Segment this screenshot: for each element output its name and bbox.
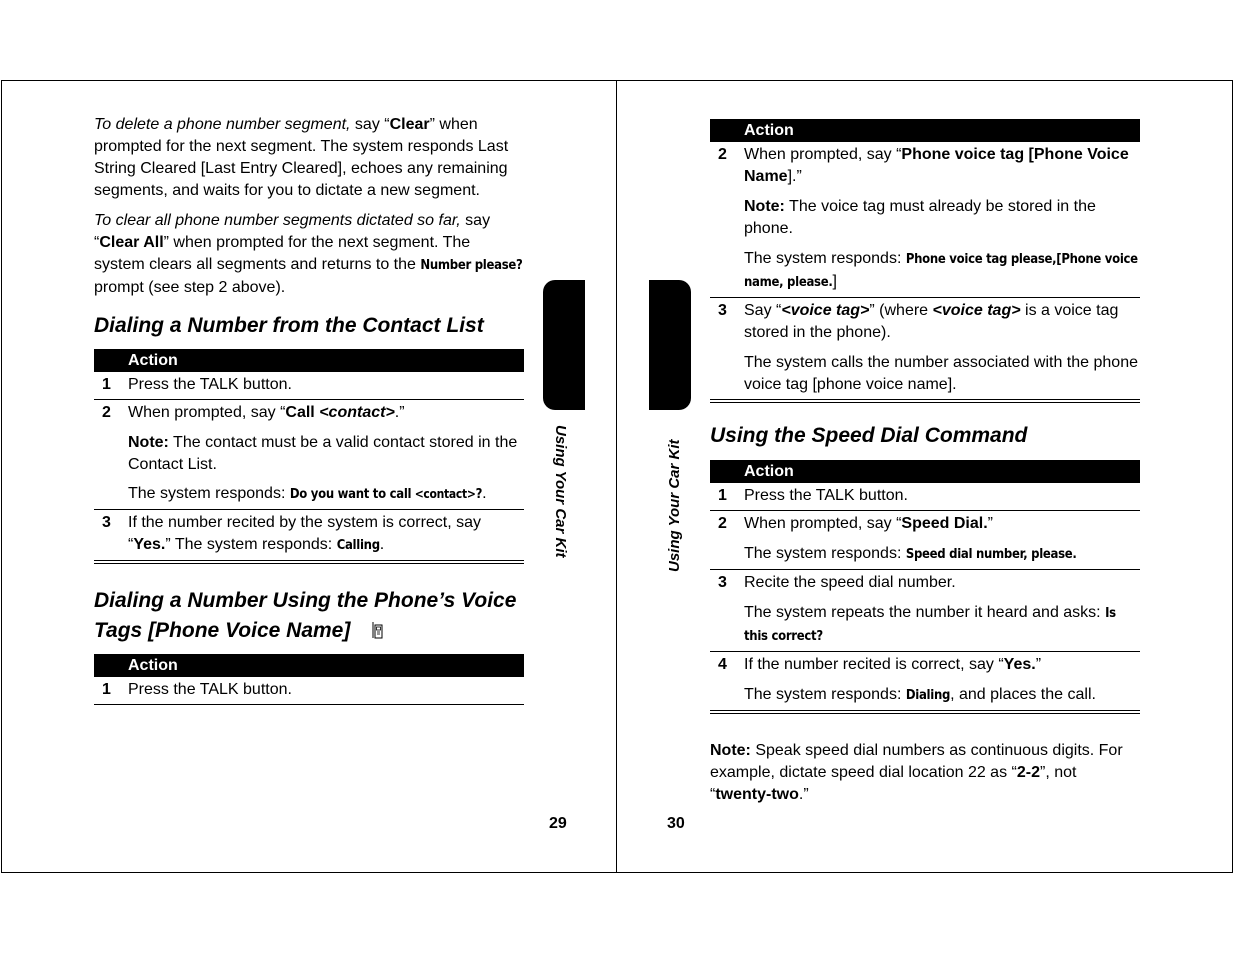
step-number: 1 bbox=[94, 677, 128, 705]
step-number: 3 bbox=[710, 570, 744, 652]
table-header: Action bbox=[94, 654, 524, 677]
table-row bbox=[710, 142, 1140, 298]
step-number: 3 bbox=[710, 298, 744, 402]
table-row bbox=[94, 372, 524, 400]
table-header: Action bbox=[710, 119, 1140, 142]
right-page-content bbox=[710, 119, 1140, 806]
step-text: Press the TALK button. bbox=[128, 677, 524, 705]
table-row bbox=[710, 511, 1140, 570]
step-text: When prompted, say “Call <contact>.” Note: The contact must be a valid contact stored in the Contact List. The system responds: Do you want to call <contact>?. bbox=[128, 400, 524, 510]
left-page-content bbox=[94, 114, 524, 705]
table-row bbox=[710, 570, 1140, 652]
table-header: Action bbox=[94, 349, 524, 372]
chapter-tab-left bbox=[543, 280, 585, 410]
step-number: 2 bbox=[710, 142, 744, 298]
speed-dial-note: Note: Speak speed dial numbers as continuous digits. For example, dictate speed dial location 22 as “2-2”, not “twenty-two.” bbox=[710, 742, 1123, 803]
step-text: If the number recited by the system is correct, say “Yes.” The system responds: Calling. bbox=[128, 510, 524, 563]
step-text: When prompted, say “Speed Dial.” The system responds: Speed dial number, please. bbox=[744, 511, 1140, 570]
step-text: Recite the speed dial number. The system repeats the number it heard and asks: Is this correct? bbox=[744, 570, 1140, 652]
step-number: 2 bbox=[94, 400, 128, 510]
action-table-voice-tags-continued bbox=[710, 119, 1140, 403]
step-text: If the number recited is correct, say “Yes.” The system responds: Dialing, and places the call. bbox=[744, 652, 1140, 713]
section-title-speed-dial: Using the Speed Dial Command bbox=[710, 424, 1028, 447]
intro-paragraph-clear-all: To clear all phone number segments dictated so far, say “Clear All” when prompted for the next segment. The system clears all segments and returns to the Number please? prompt (see step 2 above). bbox=[94, 212, 523, 296]
action-table-contact-list bbox=[94, 349, 524, 564]
page-number-left: 29 bbox=[549, 815, 567, 832]
table-row bbox=[710, 652, 1140, 713]
table-row bbox=[94, 400, 524, 510]
chapter-tab-right bbox=[649, 280, 691, 410]
chapter-tab-label-left: Using Your Car Kit bbox=[552, 425, 569, 558]
step-number: 2 bbox=[710, 511, 744, 570]
table-row bbox=[710, 483, 1140, 511]
table-header: Action bbox=[710, 460, 1140, 483]
page-divider bbox=[616, 80, 617, 873]
step-text: Say “<voice tag>” (where <voice tag> is a voice tag stored in the phone). The system calls the number associated with the phone voice tag [phone voice name]. bbox=[744, 298, 1140, 402]
table-row bbox=[94, 677, 524, 705]
step-number: 3 bbox=[94, 510, 128, 563]
page-number-right: 30 bbox=[667, 815, 685, 832]
table-row bbox=[710, 298, 1140, 402]
action-table-voice-tags bbox=[94, 654, 524, 705]
chapter-tab-label-right: Using Your Car Kit bbox=[666, 439, 683, 572]
action-table-speed-dial bbox=[710, 460, 1140, 714]
section-title-voice-tags: Dialing a Number Using the Phone’s Voice Tags [Phone Voice Name] bbox=[94, 589, 517, 642]
step-text: Press the TALK button. bbox=[744, 483, 1140, 511]
phone-icon bbox=[370, 621, 384, 639]
step-text: Press the TALK button. bbox=[128, 372, 524, 400]
table-row bbox=[94, 510, 524, 563]
step-number: 1 bbox=[94, 372, 128, 400]
intro-paragraph-delete: To delete a phone number segment, say “Clear” when prompted for the next segment. The system responds Last String Cleared [Last Entry Cleared], echoes any remaining segments, and waits for you to dictate a new segment. bbox=[94, 116, 509, 199]
step-number: 4 bbox=[710, 652, 744, 713]
section-title-contact-list: Dialing a Number from the Contact List bbox=[94, 314, 484, 337]
step-number: 1 bbox=[710, 483, 744, 511]
step-text: When prompted, say “Phone voice tag [Phone Voice Name].” Note: The voice tag must already be stored in the phone. The system responds: Phone voice tag please,[Phone voice name, please.] bbox=[744, 142, 1140, 298]
